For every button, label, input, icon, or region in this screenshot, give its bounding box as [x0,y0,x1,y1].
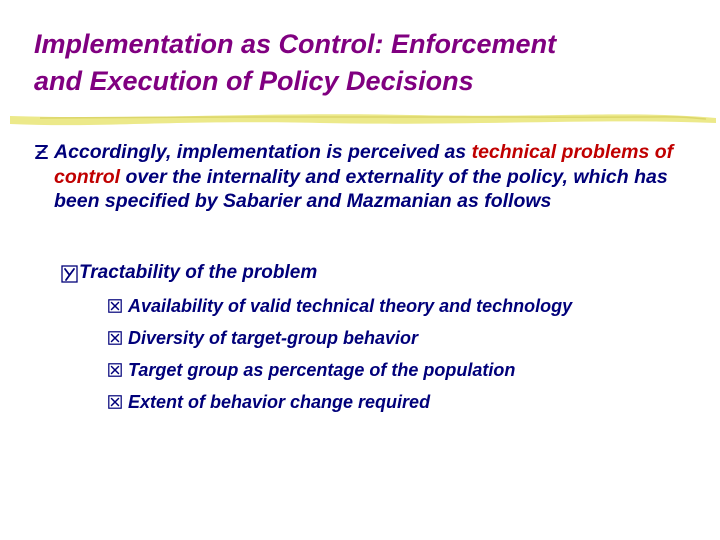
bullet-level-3-text: Extent of behavior change required [128,392,431,412]
title-line-1: Implementation as Control: Enforcement [34,29,557,59]
boxed-x-icon [108,331,122,345]
boxed-x-icon [108,299,122,313]
bullet-level-3 [108,390,688,414]
title-line-2: and Execution of Policy Decisions [34,66,474,96]
bullet-level-3 [108,358,688,382]
boxed-x-icon [108,395,122,409]
bullet-level-1-text [54,140,693,214]
y-glyph-icon [61,265,78,283]
bullet-level-3-text: Target group as percentage of the population [128,360,516,380]
bullet-level-3-text: Diversity of target-group behavior [128,328,419,348]
z-glyph-icon [33,143,49,161]
bullet-text-tail: over the internality and externality of the policy, which has been specified by Sabarier and Mazmanian as follows [54,165,668,212]
bullet-text-emphasis: technical problems of control [54,141,674,188]
bullet-level-2-text: Tractability of the problem [79,262,318,283]
bullet-level-3-text: Availability of valid technical theory and technology [128,296,573,316]
bullet-level-3 [108,294,688,318]
bullet-level-3 [108,326,688,350]
bullet-level-1 [33,140,693,214]
bullet-text-lead: Accordingly, implementation is perceived as [54,141,472,163]
bullet-level-2 [61,261,661,285]
boxed-x-icon [108,363,122,377]
